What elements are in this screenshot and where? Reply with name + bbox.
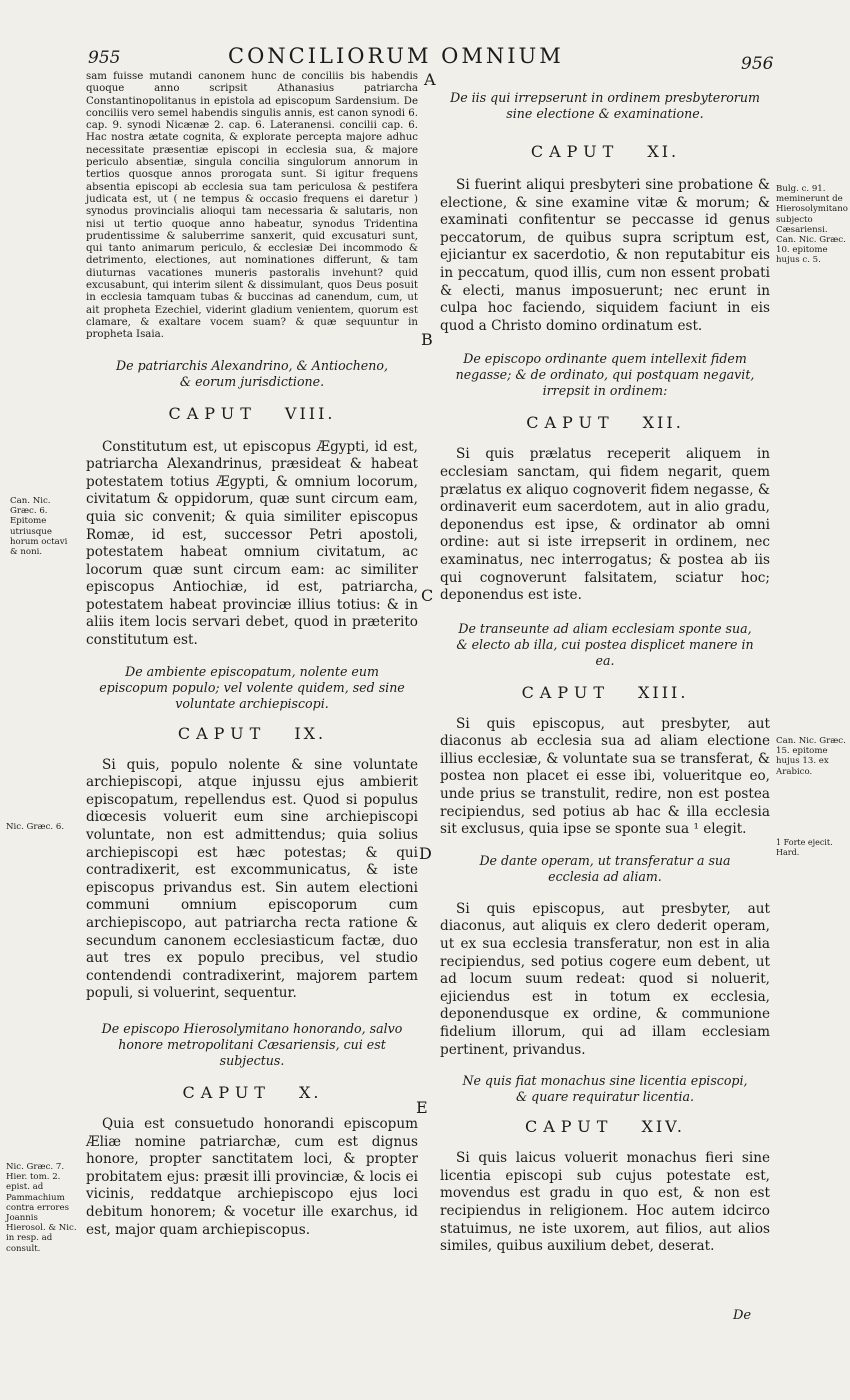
margin-note-caput-13: Can. Nic. Græc. 15. epitome hujus 13. ex Arabico.	[776, 736, 846, 777]
right-page-number: 956	[741, 54, 774, 74]
caput-11-word: CAPUT	[530, 142, 620, 161]
caput-8-word: CAPUT	[168, 403, 257, 423]
margin-letter-d: D	[419, 844, 432, 863]
rubric-caput-8: De patriarchis Alexandrino, & Antiocheno, & eorum jurisdictione.	[116, 357, 388, 389]
heading-caput-13	[440, 683, 770, 702]
caput-14-number: XIV.	[641, 1117, 685, 1137]
margin-note-caput-10: Nic. Græc. 7. Hier. tom. 2. epist. ad Pammachium contra errores Joannis Hierosol. & Nic. in resp. ad consult.	[6, 1162, 77, 1254]
left-column	[86, 71, 418, 1239]
heading-caput-11	[440, 142, 770, 161]
caput-12-word: CAPUT	[526, 413, 615, 433]
caput-8-number: VIII.	[284, 403, 336, 423]
caput-11-number: XI.	[647, 142, 680, 161]
caput-9-word: CAPUT	[177, 723, 267, 743]
rubric-caput-13: De transeunte ad aliam ecclesiam sponte sua, & electo ab illa, cui postea displicet manere in ea.	[456, 620, 754, 668]
text-caput-8: Constitutum est, ut episcopus Ægypti, id est, patriarcha Alexandrinus, præsideat & habeat potestatem totius Ægypti, & omnium locorum, civitatum & oppidorum, quæ sunt circum eam, quia sic convenit; & quia similiter episcopus Romæ, id est, successor Petri apostoli, potestatem habeat omnium civitatum, ac locorum quæ sunt circum eam: ac similiter episcopus Antiochiæ, id est, patriarcha, potestatem habeat provinciæ illius totius: & in aliis item locis servari debet, quod in præterito constitutum est.	[86, 438, 418, 649]
caput-14-word: CAPUT	[525, 1117, 614, 1137]
heading-caput-8	[86, 404, 418, 423]
heading-caput-14	[440, 1117, 770, 1136]
running-title: CONCILIORUM OMNIUM	[228, 44, 564, 68]
rubric-caput-9: De ambiente episcopatum, nolente eum episcopum populo; vel volente quidem, sed sine voluntate archiepiscopi.	[99, 663, 405, 711]
caput-10-number: X.	[298, 1082, 322, 1102]
left-page-number: 955	[88, 48, 121, 68]
text-caput-10: Quia est consuetudo honorandi episcopum Æliæ nomine patriarchæ, cum est dignus honore, propter sanctitatem loci, & propter probitatem ejus: præsit illi provinciæ, & locis ei vicinis, reddatque archiepiscopo ejus loci debitum honorem; & vocetur ille exarchus, id est, major quam archiepiscopus.	[86, 1115, 418, 1238]
intro-paragraph: sam fuisse mutandi canonem hunc de conciliis bis habendis quoque anno scripsit Athanasius patriarcha Constantinopolitanus in epistola ad episcopum Sardensium. De conciliis vero semel habendis singulis annis, est canon synodi 6. cap. 9. synodi Nicænæ 2. cap. 6. Lateranensi. concilii cap. 6. Hac nostra ætate cognita, & explorate percepta majore adhuc necessitate præsentiæ episcopi in ecclesia sua, & majore periculo absentiæ, singula concilia singulorum annorum in tertios quosque annos prorogata sunt. Si igitur frequens absentia episcopi ab ecclesia sua tam periculosa & pestifera judicata est, ut ( ne tempus & occasio frequens ei daretur ) synodus provincialis alioqui tam necessaria & salutaris, non nisi ut tertio quoque anno habeatur, synodus Tridentina prudentissime & saluberrime sanxerit, quid excusaturi sunt, qui tanto animarum periculo, & ecclesiæ Dei incommodo & detrimento, electiones, aut nominationes differunt, & tam diuturnas vacationes muneris pastoralis invehunt? quid excusabunt, qui interim silent & dissimulant, quos Deus posuit in ecclesia tamquam tubas & buccinas ad canendum, cum, ut ait propheta Ezechiel, viderint gladium venientem, quorum est clamare, & exaltare vocem suam? & quæ sequuntur in propheta Isaia.	[86, 71, 418, 341]
heading-caput-12	[440, 413, 770, 432]
rubric-caput-11: De iis qui irrepserunt in ordinem presbyterorum sine electione & examinatione.	[450, 90, 760, 121]
catchword: De	[733, 1308, 752, 1323]
text-caput-11: Si fuerint aliqui presbyteri sine probatione & electione, & sine examine vitæ & morum; & examinati confitentur se peccasse id genus peccatorum, de quibus supra scriptum est, ejiciantur ex sacerdotio, & non reputabitur eis in peccatum, quod illis, cum non essent probati & electi, manus imposuerunt; nec erunt in culpa hoc faciendo, siquidem faciunt in eis quod a Christo domino ordinatum est.	[440, 177, 770, 334]
text-caput-14: Si quis laicus voluerit monachus fieri sine licentia episcopi sub cujus potestate est, movendus est gradu in quo est, & non est recipiendus in religionem. Hoc autem idcirco statuimus, ne iste uxorem, aut filios, aut alios similes, quibus auxilium debet, deserat.	[440, 1150, 770, 1255]
margin-note-caput-11: Bulg. c. 91. meminerunt de Hierosolymitano subjecto Cæsariensi. Can. Nic. Græc. 10. epitome hujus c. 5.	[776, 184, 848, 266]
text-caput-9: Si quis, populo nolente & sine voluntate archiepiscopi, atque injussu ejus ambierit episcopatum, repellendus est. Quod si populus diœcesis voluerit eum sine archiepiscopi voluntate, non est admittendus; quia solius archiepiscopi est hæc potestas; & qui contradixerit, est excommunicatus, & iste episcopus privandus est. Sin autem electioni communi omnium episcoporum cum archiepiscopo, aut patriarcha recta ratione & secundum canonem ecclesiasticum factæ, duo aut tres ex populo precibus, vel studio contendendi contradixerint, majorem partem populi, si voluerint, sequentur.	[86, 756, 418, 1002]
heading-caput-10	[86, 1083, 418, 1102]
margin-letter-a: A	[424, 70, 436, 89]
rubric-caput-12: De episcopo ordinante quem intellexit fidem negasse; & de ordinato, qui postquam negavit, irrepsit in ordinem:	[455, 351, 755, 399]
margin-letter-e: E	[416, 1098, 428, 1117]
margin-note-caput-8: Can. Nic. Græc. 6. Epitome utriusque horum octavi & noni.	[10, 496, 68, 558]
heading-caput-9	[86, 724, 418, 743]
caput-13-number: XIII.	[638, 682, 689, 702]
rubric-caput-13b: De dante operam, ut transferatur a sua ecclesia ad aliam.	[479, 852, 731, 884]
margin-letter-b: B	[421, 330, 433, 349]
margin-note-caput-9: Nic. Græc. 6.	[6, 822, 65, 832]
text-caput-13: Si quis episcopus, aut presbyter, aut diaconus ab ecclesia sua ad aliam electione illius ecclesiæ, & voluntate sua se transferat, & postea non placet ei esse ibi, volueritque eo, unde prius se transtulit, redire, non est postea recipiendus, sed potius ab hac & illa ecclesia sit exclusus, quia ipse se sponte sua ¹ elegit.	[440, 715, 770, 838]
caput-10-word: CAPUT	[182, 1082, 271, 1102]
caput-13-word: CAPUT	[521, 682, 610, 702]
caput-9-number: IX.	[294, 723, 327, 743]
caput-12-number: XII.	[642, 413, 684, 433]
text-caput-12: Si quis prælatus receperit aliquem in ecclesiam sanctam, qui fidem negarit, quem prælatus ex aliquo cognoverit fidem negasse, & ordinaverit eum sacerdotem, aut in alio gradu, deponendus est ipse, & ordinator ab omni ordine: aut si iste irrepserit in ordinem, nec examinatus, nec interrogatus; & postea ab iis qui cognoverunt falsitatem, sciatur hoc; deponendus est iste.	[440, 446, 770, 604]
rubric-caput-14: Ne quis fiat monachus sine licentia episcopi, & quare requiratur licentia.	[462, 1073, 748, 1105]
margin-letter-c: C	[421, 586, 434, 605]
right-column	[440, 90, 770, 1256]
text-caput-13b: Si quis episcopus, aut presbyter, aut diaconus, aut aliquis ex clero dederit operam, ut ex sua ecclesia transferatur, non est in alia recipiendus, sed potius cogere eum debent, ut ad locum suum redeat: quod si noluerit, ejiciendus est in totum ex ecclesia, deponendusque ex ordine, & communione fidelium illorum, qui ad illam ecclesiam pertinent, privandus.	[440, 900, 770, 1058]
margin-footnote: 1 Forte ejecit. Hard.	[776, 838, 833, 858]
rubric-caput-10: De episcopo Hierosolymitano honorando, salvo honore metropolitani Cæsariensis, cui est subjectus.	[101, 1020, 403, 1068]
